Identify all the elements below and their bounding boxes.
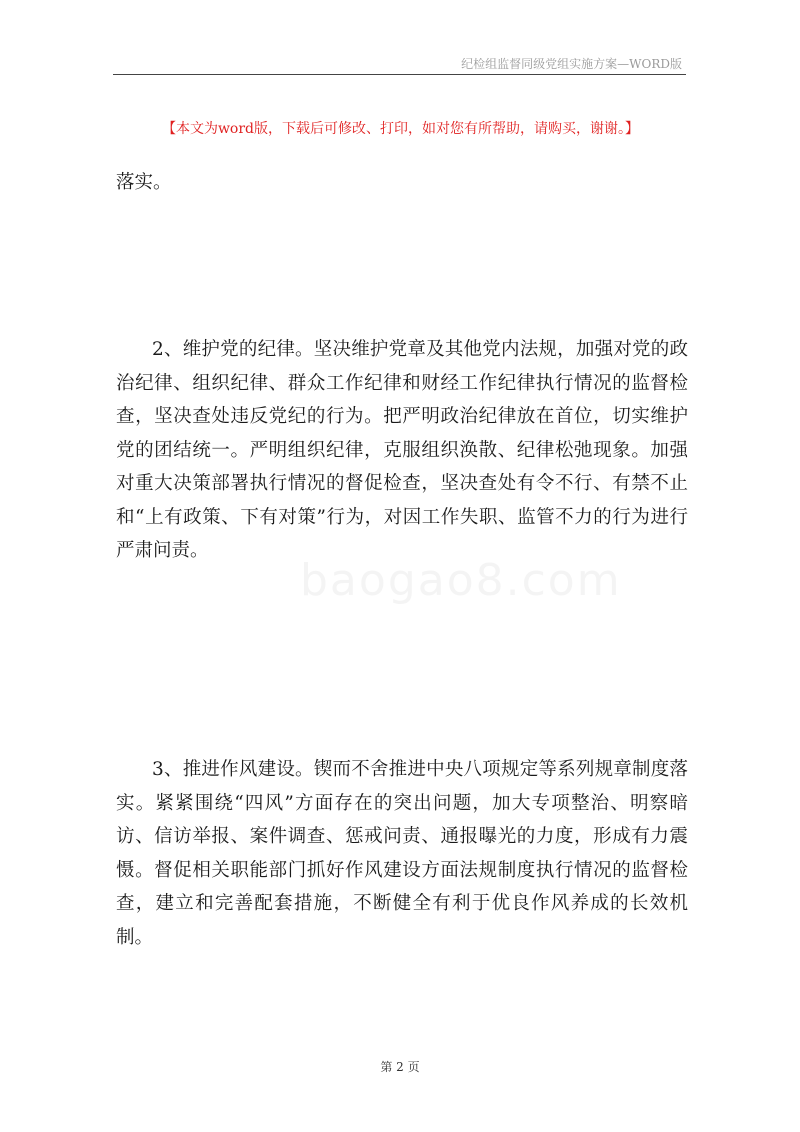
header-title: 纪检组监督同级党组实施方案—WORD版 xyxy=(461,57,682,71)
page-number: 第 2 页 xyxy=(380,1060,420,1074)
header-divider xyxy=(113,74,686,75)
watermark: baogao8.com xyxy=(300,555,622,606)
paragraph-work-style: 3、推进作风建设。锲而不舍推进中央八项规定等系列规章制度落实。紧紧围绕“四风”方面存在的突出问题，加大专项整治、明察暗访、信访举报、案件调查、惩戒问责、通报曝光的力度，形成有力震慑。督促相关职能部门抓好作风建设方面法规制度执行情况的监督检查，建立和完善配套措施，不断健全有利于优良作风养成的长效机制。 xyxy=(116,759,688,948)
paragraph-party-discipline: 2、维护党的纪律。坚决维护党章及其他党内法规，加强对党的政治纪律、组织纪律、群众工作纪律和财经工作纪律执行情况的监督检查，坚决查处违反党纪的行为。把严明政治纪律放在首位，切实维护党的团结统一。严明组织纪律，克服组织涣散、纪律松弛现象。加强对重大决策部署执行情况的督促检查，坚决查处有令不行、有禁不止和“上有政策、下有对策”行为，对因工作失职、监管不力的行为进行严肃问责。 xyxy=(116,339,688,561)
purchase-notice: 【本文为word版，下载后可修改、打印，如对您有所帮助，请购买，谢谢。】 xyxy=(161,121,640,137)
paragraph-continuation: 落实。 xyxy=(116,172,172,193)
